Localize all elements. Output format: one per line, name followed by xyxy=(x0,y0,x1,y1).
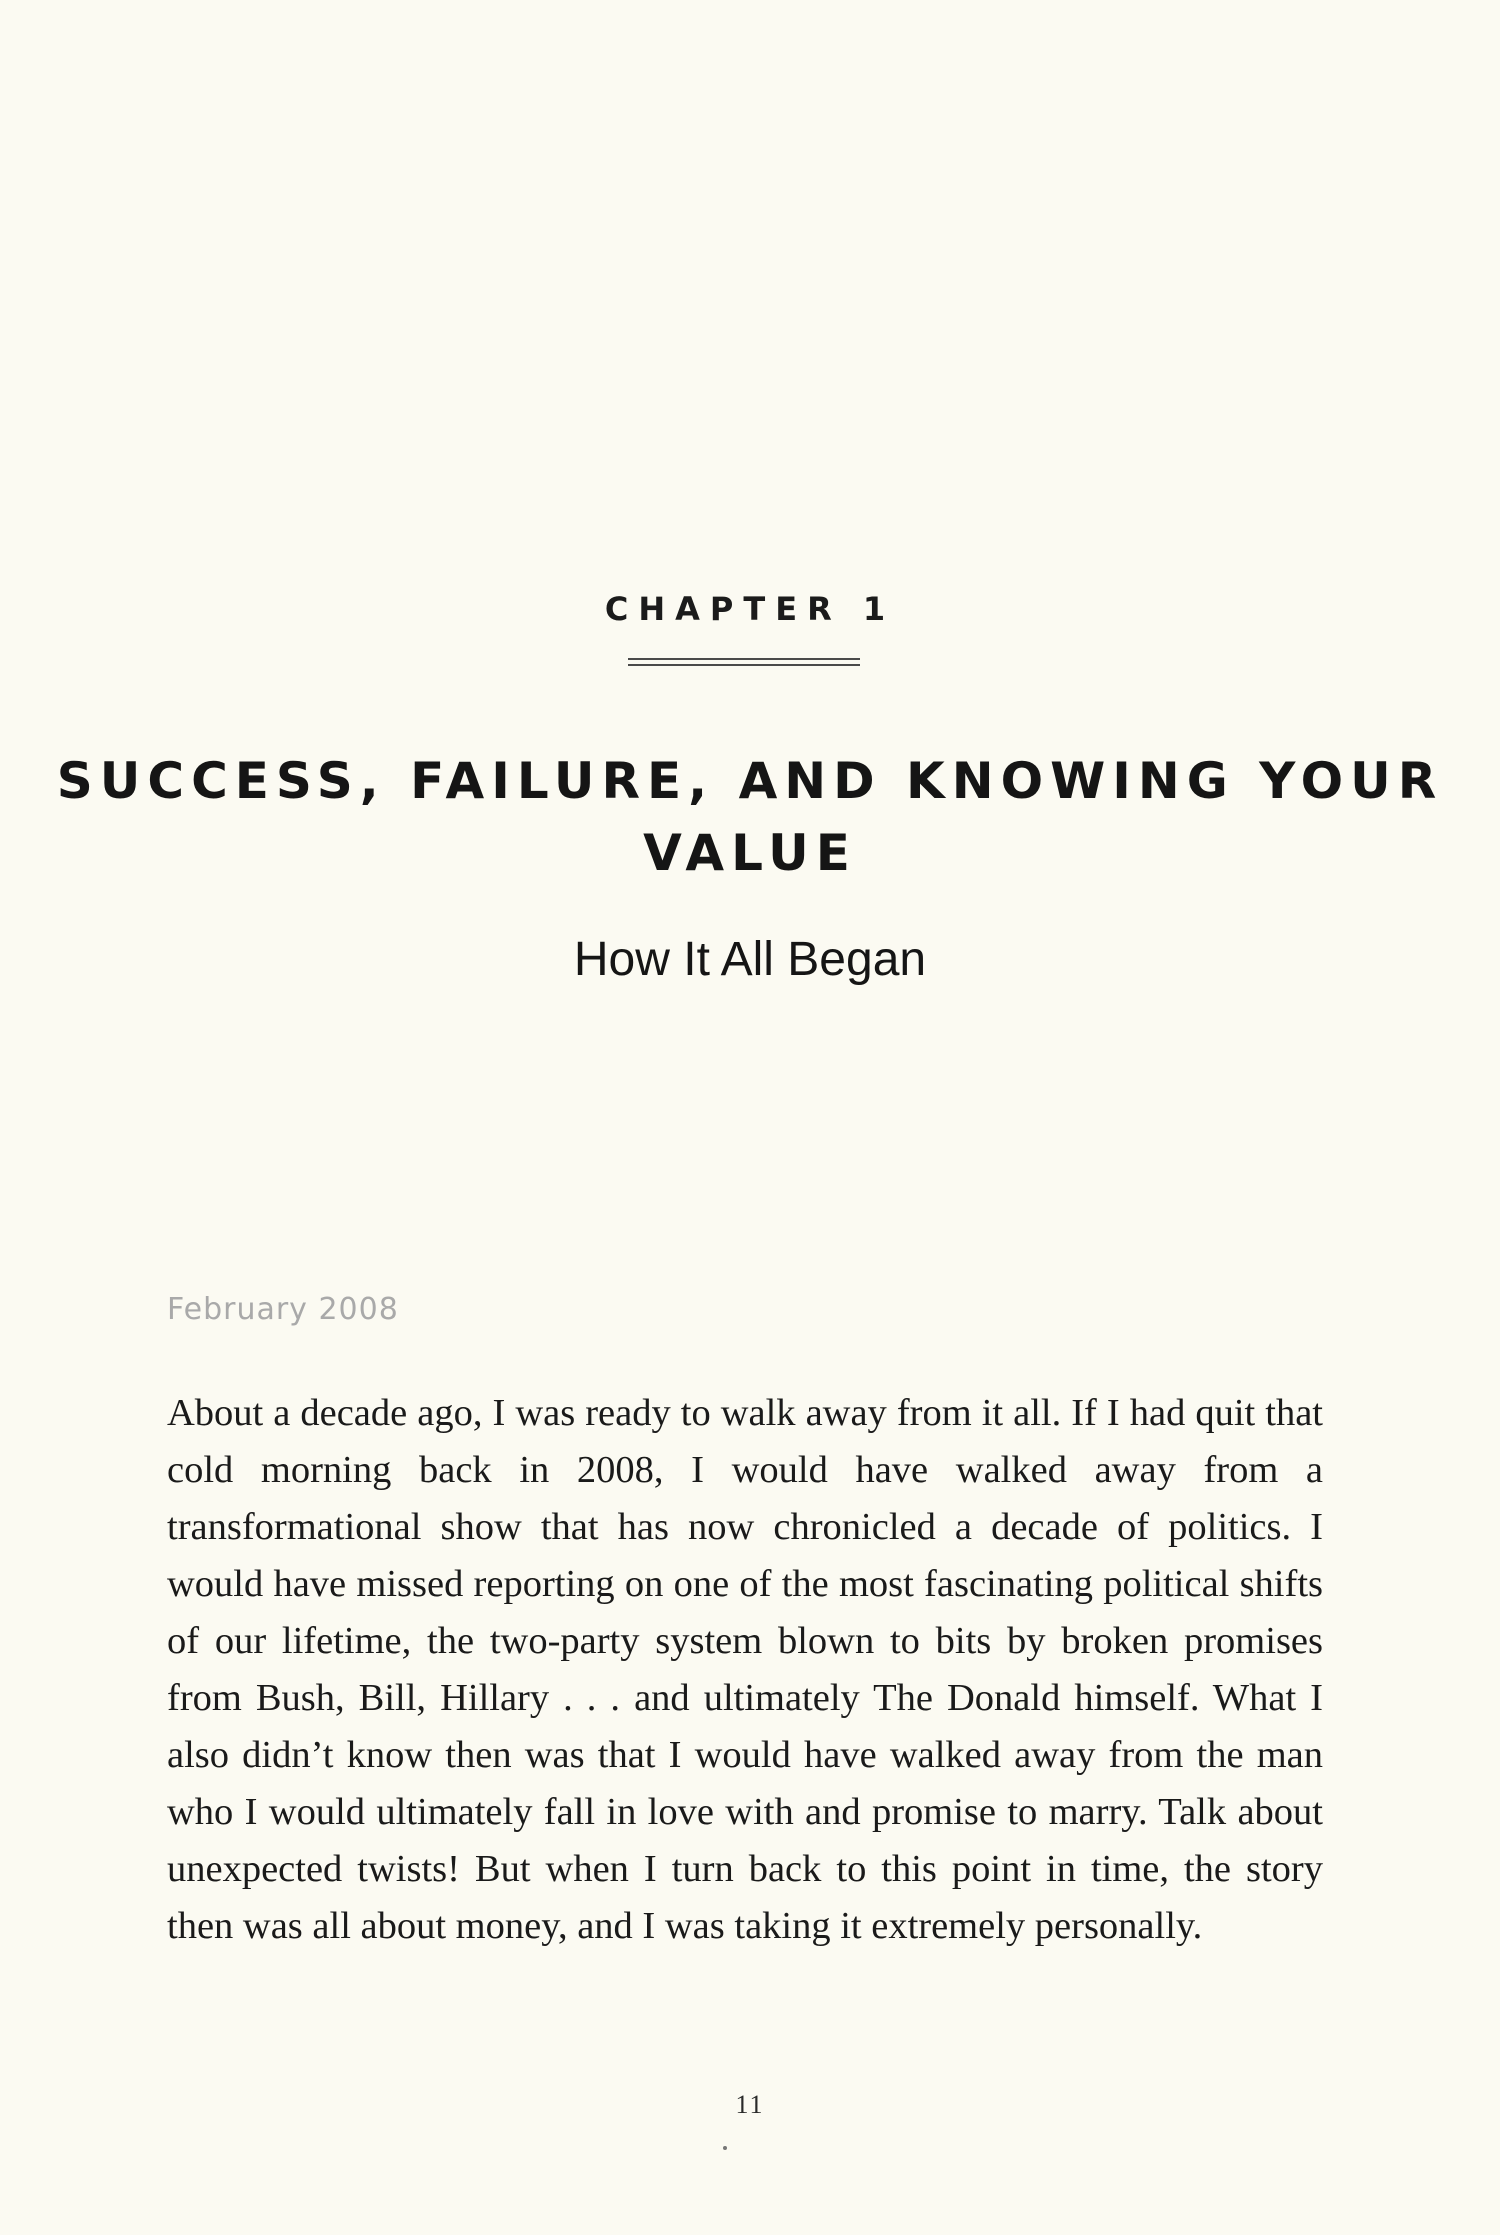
section-date: February 2008 xyxy=(167,1292,399,1327)
chapter-label: CHAPTER 1 xyxy=(604,590,896,628)
body-paragraph: About a decade ago, I was ready to walk away from it all. If I had quit that cold morning back in 2008, I would have walked away from a transformational show that has now chronicled a decade of politics. I would have missed reporting on one of the most fascinating political shifts of our lifetime, the two-party system blown to bits by broken promises from Bush, Bill, Hillary . . . and ultimately The Donald himself. What I also didn’t know then was that I would have walked away from the man who I would ultimately fall in love with and promise to marry. Talk about unexpected twists! But when I turn back to this point in time, the story then was all about money, and I was taking it extremely personally. xyxy=(167,1392,1323,1947)
chapter-title: SUCCESS, FAILURE, AND KNOWING YOUR VALUE xyxy=(56,752,1444,882)
chapter-subtitle: How It All Began xyxy=(573,933,927,986)
print-speck xyxy=(723,2146,727,2150)
chapter-divider xyxy=(628,658,860,666)
page-number: 11 xyxy=(735,2090,765,2119)
